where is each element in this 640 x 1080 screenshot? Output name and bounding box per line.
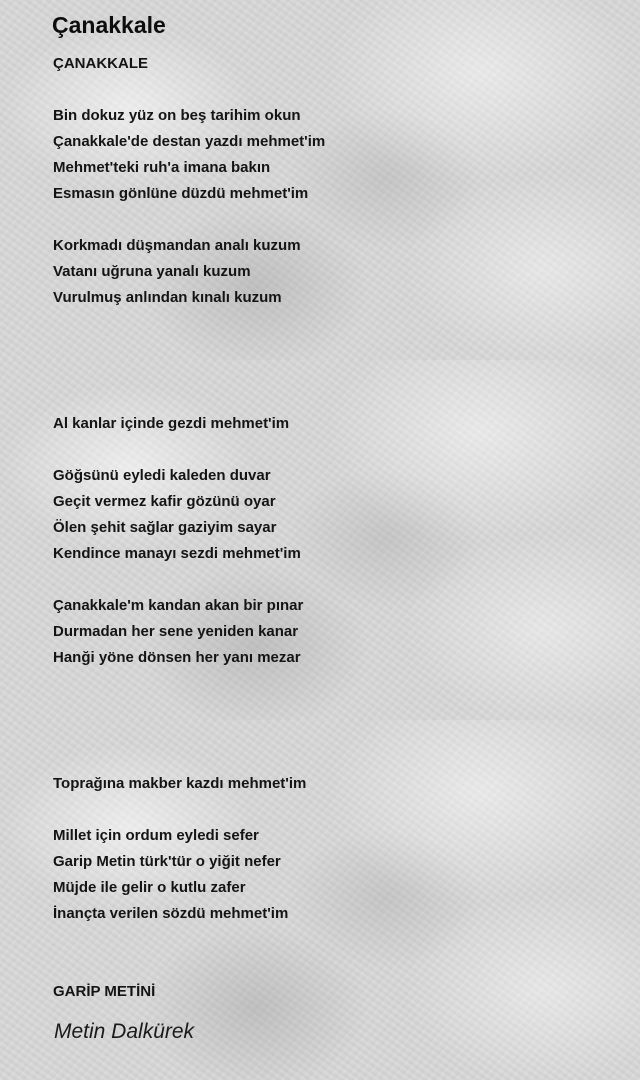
poem-line: Garip Metin türk'tür o yiğit nefer: [53, 853, 281, 870]
poem-line: Toprağına makber kazdı mehmet'im: [53, 775, 307, 792]
poem-line: Durmadan her sene yeniden kanar: [53, 623, 299, 640]
poem-signature: GARİP METİNİ: [53, 983, 156, 1000]
poem-line: Mehmet'teki ruh'a imana bakın: [53, 159, 271, 176]
poem-line: Geçit vermez kafir gözünü oyar: [53, 493, 276, 510]
poem-line: Esmasın gönlüne düzdü mehmet'im: [53, 185, 309, 202]
poem-line: Vatanı uğruna yanalı kuzum: [53, 263, 251, 280]
poem-line: Müjde ile gelir o kutlu zafer: [53, 879, 246, 896]
poem-title: Çanakkale: [52, 12, 166, 38]
poem-line: Hanği yöne dönsen her yanı mezar: [53, 649, 301, 666]
poem-line: İnançta verilen sözdü mehmet'im: [53, 905, 289, 922]
poem-line: Millet için ordum eyledi sefer: [53, 827, 259, 844]
poem-line: Göğsünü eyledi kaleden duvar: [53, 467, 271, 484]
poem-line: Vurulmuş anlından kınalı kuzum: [53, 289, 282, 306]
poem-line: Çanakkale'de destan yazdı mehmet'im: [53, 133, 326, 150]
poem-line: Al kanlar içinde gezdi mehmet'im: [53, 415, 290, 432]
poem-heading: ÇANAKKALE: [53, 55, 148, 72]
poem-line: Kendince manayı sezdi mehmet'im: [53, 545, 301, 562]
poem-line: Bin dokuz yüz on beş tarihim okun: [53, 107, 301, 124]
poem-line: Çanakkale'm kandan akan bir pınar: [53, 597, 304, 614]
poem-line: Korkmadı düşmandan analı kuzum: [53, 237, 301, 254]
author-name: Metin Dalkürek: [54, 1020, 195, 1043]
poem-line: Ölen şehit sağlar gaziyim sayar: [53, 519, 277, 536]
